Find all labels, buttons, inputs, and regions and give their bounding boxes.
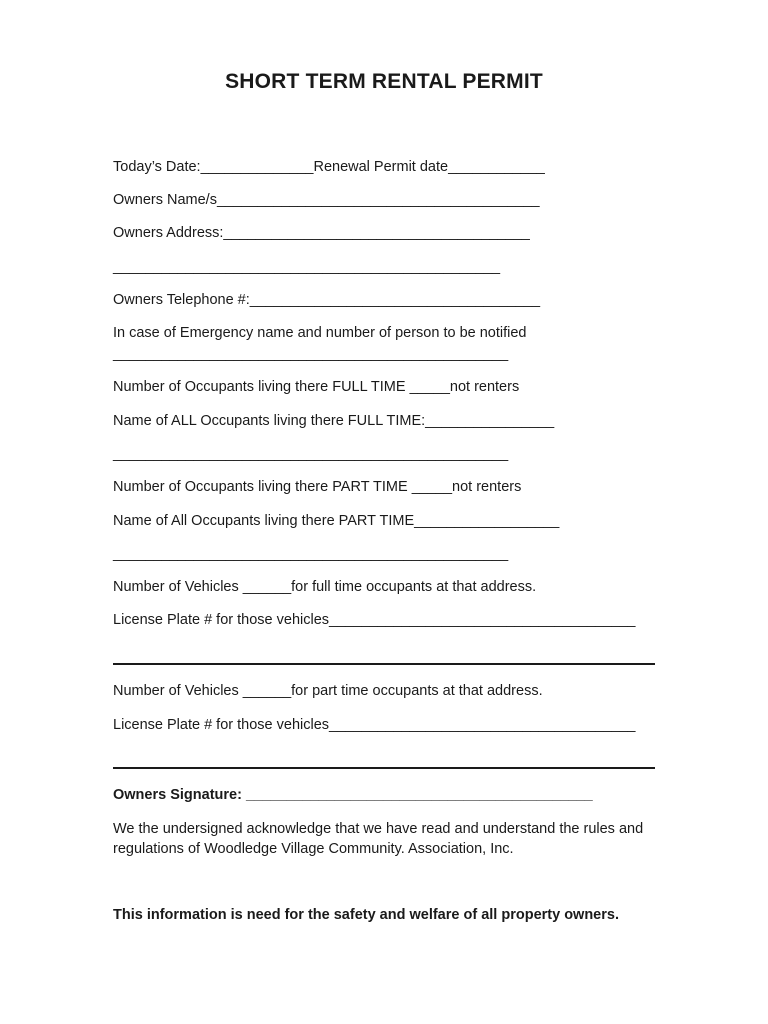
emergency-contact-blank: _________________________________________________	[113, 346, 509, 362]
part-time-plates-rule	[113, 767, 655, 769]
owners-address-line: Owners Address:______________________________________	[113, 225, 530, 241]
full-time-license-plates-line: License Plate # for those vehicles______________________________________	[113, 612, 636, 628]
footer-note: This information is need for the safety and welfare of all property owners.	[113, 907, 619, 923]
owners-name-line: Owners Name/s________________________________________	[113, 192, 540, 208]
page-title: SHORT TERM RENTAL PERMIT	[225, 70, 543, 93]
part-time-vehicles-line: Number of Vehicles ______for part time occupants at that address.	[113, 683, 543, 699]
part-time-occupants-count-line: Number of Occupants living there PART TIME _____not renters	[113, 479, 522, 495]
owners-signature-line: Owners Signature: ___________________________________________	[113, 787, 593, 803]
full-time-occupants-names-line: Name of ALL Occupants living there FULL TIME:________________	[113, 413, 555, 429]
full-time-occupants-count-line: Number of Occupants living there FULL TIME _____not renters	[113, 379, 520, 395]
full-time-plates-rule	[113, 663, 655, 665]
todays-date-and-renewal-line: Today’s Date:______________Renewal Permit date____________	[113, 159, 545, 175]
part-time-occupants-names-line: Name of All Occupants living there PART TIME__________________	[113, 513, 560, 529]
part-time-license-plates-line: License Plate # for those vehicles______________________________________	[113, 717, 636, 733]
part-time-occupants-names-blank: _________________________________________________	[113, 546, 509, 562]
owners-telephone-line: Owners Telephone #:____________________________________	[113, 292, 541, 308]
full-time-occupants-names-blank: _________________________________________________	[113, 446, 509, 462]
owners-address-continued-line: ________________________________________________	[113, 259, 501, 275]
acknowledgement-paragraph: We the undersigned acknowledge that we have read and understand the rules and regulations of Woodledge Village Community. Association, Inc.	[113, 821, 644, 857]
full-time-vehicles-line: Number of Vehicles ______for full time occupants at that address.	[113, 579, 537, 595]
emergency-contact-label: In case of Emergency name and number of person to be notified	[113, 325, 527, 341]
